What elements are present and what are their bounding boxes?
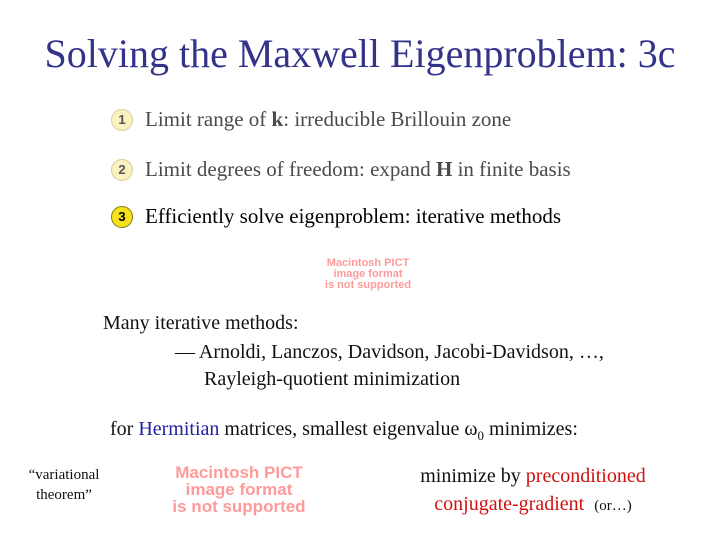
hermitian-word: Hermitian [138,418,220,440]
step-text-1-bold: k [271,107,284,131]
step-text-1 [145,107,511,132]
conjugate-gradient-word: conjugate-gradient [434,493,585,515]
step-number-badge-2: 2 [111,159,133,181]
step-text-1-pre: Limit range of [145,107,272,131]
hermitian-mid: matrices, smallest eigenvalue [219,418,465,440]
step-number-badge-1: 1 [111,109,133,131]
step-number-badge-3: 3 [111,206,133,228]
step-text-2-bold: H [435,157,453,181]
omega-symbol: ω [464,418,478,440]
variational-line-2: theorem” [36,487,92,503]
hermitian-pre: for [110,418,139,440]
minimize-line-1 [378,462,688,490]
pict-placeholder-small [288,258,448,291]
hermitian-statement [110,418,578,444]
pict-line-2: image format [333,268,403,280]
step-text-1-post: : irreducible Brillouin zone [283,107,512,131]
pict-large-line-2: image format [185,480,293,499]
methods-list-line-2: Rayleigh-quotient minimization [204,368,461,390]
methods-intro: Many iterative methods: [103,312,299,334]
slide-title: Solving the Maxwell Eigenproblem: 3c [44,31,676,76]
step-text-3: Efficiently solve eigenproblem: iterative methods [145,204,561,228]
pict-line-3: is not supported [324,279,412,291]
step-text-2-post: in finite basis [452,157,571,181]
minimize-statement [378,462,688,520]
preconditioned-word: preconditioned [525,465,646,487]
pict-line-1: Macintosh PICT [326,257,410,269]
pict-placeholder-large [128,464,350,515]
methods-list-line-1: — Arnoldi, Lanczos, Davidson, Jacobi-Davidson, …, [175,341,604,363]
minimize-line-2 [378,490,688,520]
omega-subscript: 0 [477,428,485,443]
step-text-2 [145,157,571,182]
hermitian-post: minimizes: [484,418,578,440]
minimize-pre: minimize by [420,465,526,487]
or-suffix: (or…) [594,498,632,514]
variational-line-1: “variational [28,467,100,483]
pict-large-line-1: Macintosh PICT [175,463,303,482]
pict-large-line-3: is not supported [172,497,306,516]
variational-theorem-label [18,465,110,505]
step-text-2-pre: Limit degrees of freedom: expand [145,157,436,181]
